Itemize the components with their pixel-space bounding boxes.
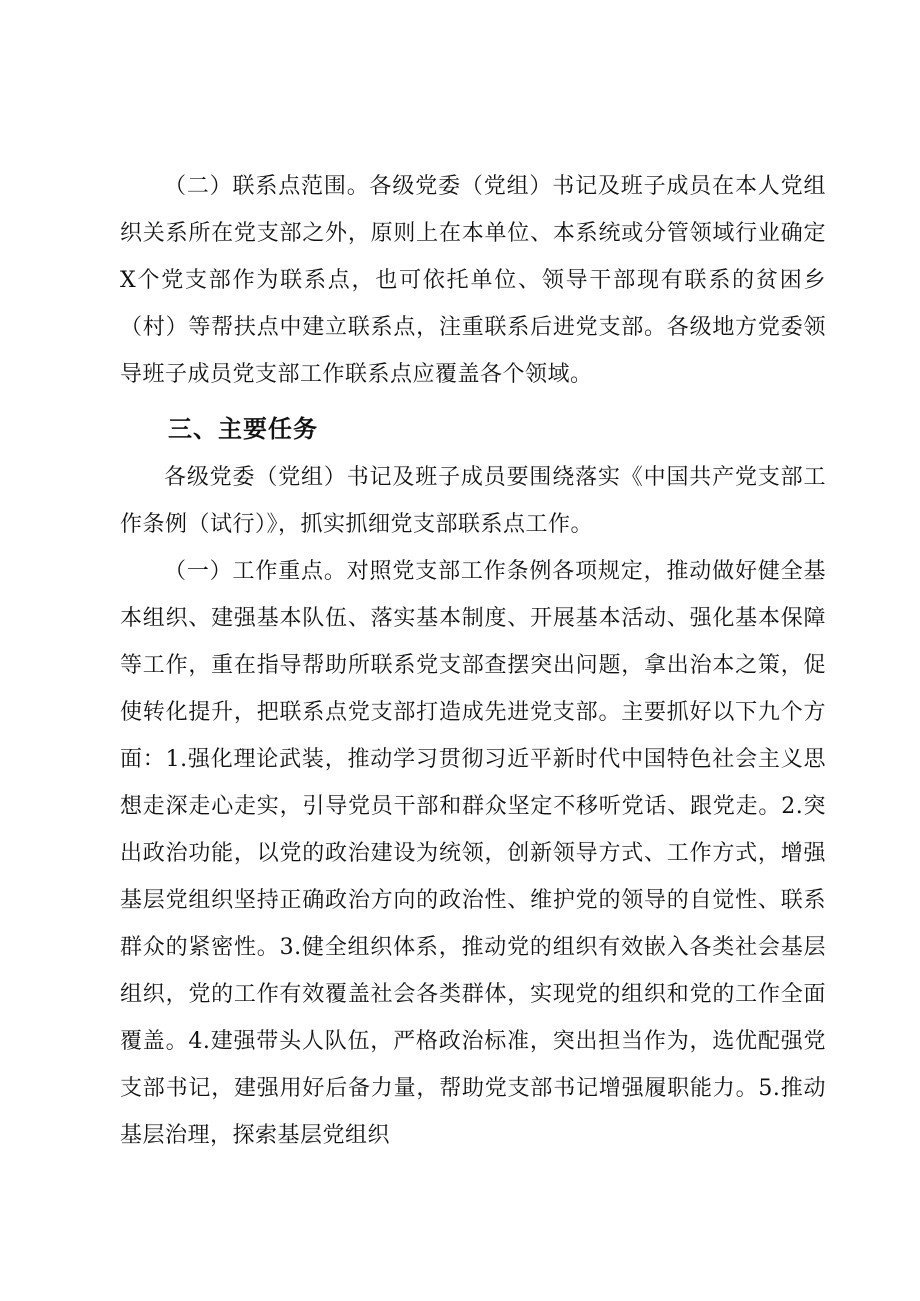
paragraph-work-focus: （一）工作重点。对照党支部工作条例各项规定，推动做好健全基本组织、建强基本队伍、落实基本制度、开展基本活动、强化基本保障等工作，重在指导帮助所联系党支部查摆突出问题，拿出治本之策，促使转化提升，把联系点党支部打造成先进党支部。主要抓好以下九个方面：1.强化理论武装，推动学习贯彻习近平新时代中国特色社会主义思想走深走心走实，引导党员干部和群众坚定不移听党话、跟党走。2.突出政治功能，以党的政治建设为统领，创新领导方式、工作方式，增强基层党组织坚持正确政治方向的政治性、维护党的领导的自觉性、联系群众的紧密性。3.健全组织体系，推动党的组织有效嵌入各类社会基层组织，党的工作有效覆盖社会各类群体，实现党的组织和党的工作全面覆盖。4.建强带头人队伍，严格政治标准，突出担当作为，选优配强党支部书记，建强用好后备力量，帮助党支部书记增强履职能力。5.推动基层治理，探索基层党组织 [120, 559, 826, 1148]
paragraph-tasks-intro: 各级党委（党组）书记及班子成员要围绕落实《中国共产党支部工作条例（试行）》，抓实抓细党支部联系点工作。 [120, 465, 826, 537]
paragraph-contact-scope: （二）联系点范围。各级党委（党组）书记及班子成员在本人党组织关系所在党支部之外，原则上在本单位、本系统或分管领域行业确定X个党支部作为联系点，也可依托单位、领导干部现有联系的贫困乡（村）等帮扶点中建立联系点，注重联系后进党支部。各级地方党委领导班子成员党支部工作联系点应覆盖各个领域。 [120, 174, 826, 387]
document-body [120, 163, 826, 1159]
section-heading-main-tasks: 三、主要任务 [168, 415, 318, 443]
